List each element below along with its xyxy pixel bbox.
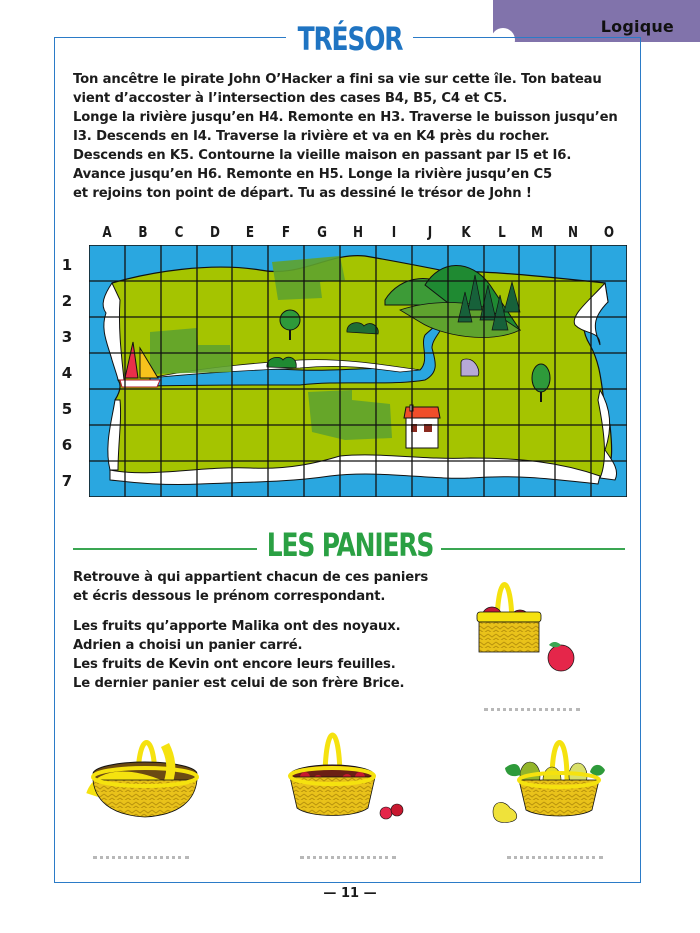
- col-label: N: [567, 223, 579, 241]
- page-number: — 11 —: [323, 886, 377, 901]
- row-label: 1: [61, 256, 73, 274]
- col-label: C: [174, 223, 184, 241]
- col-label: G: [317, 223, 327, 241]
- col-label: J: [427, 223, 433, 241]
- clue-line: Les fruits qu’apporte Malika ont des noyaux.: [73, 619, 401, 634]
- basket-apples: [477, 585, 574, 672]
- col-label: E: [245, 223, 255, 241]
- basket-bananas: [92, 743, 197, 818]
- row-label: 2: [61, 292, 73, 310]
- treasure-map: [89, 245, 627, 497]
- row-label: 5: [61, 400, 73, 418]
- intro-line: Retrouve à qui appartient chacun de ces paniers: [73, 570, 429, 585]
- col-label: M: [531, 223, 543, 241]
- instruction-line: I3. Descends en I4. Traverse la rivière et va en K4 près du rocher.: [73, 129, 550, 144]
- baskets-title: LES PANIERS: [266, 526, 434, 564]
- title-rule-right: [441, 548, 625, 550]
- instruction-line: Descends en K5. Contourne la vieille maison en passant par I5 et I6.: [73, 148, 572, 163]
- instruction-line: et rejoins ton point de départ. Tu as dessiné le trésor de John !: [73, 186, 532, 201]
- basket-pears: [493, 743, 605, 823]
- row-label: 3: [61, 328, 73, 346]
- col-label: F: [281, 223, 291, 241]
- row-label: 6: [61, 436, 73, 454]
- answer-line-apples[interactable]: [484, 708, 580, 711]
- col-label: I: [391, 223, 397, 241]
- col-label: O: [603, 223, 615, 241]
- treasure-title: TRÉSOR: [297, 20, 403, 58]
- baskets-clues: [73, 617, 404, 693]
- row-label: 7: [61, 472, 73, 490]
- col-label: K: [461, 223, 471, 241]
- col-label: H: [352, 223, 364, 241]
- instruction-line: vient d’accoster à l’intersection des cases B4, B5, C4 et C5.: [73, 91, 508, 106]
- section-tab-label: Logique: [600, 17, 674, 36]
- clue-line: Le dernier panier est celui de son frère Brice.: [73, 676, 405, 691]
- title-rule-left: [73, 548, 257, 550]
- house-icon: [404, 405, 440, 448]
- basket-cherries: [290, 735, 403, 819]
- col-label: L: [498, 223, 506, 241]
- col-label: A: [102, 223, 112, 241]
- answer-line-bananas[interactable]: [93, 856, 189, 859]
- clue-line: Adrien a choisi un panier carré.: [73, 638, 303, 653]
- clue-line: Les fruits de Kevin ont encore leurs feuilles.: [73, 657, 396, 672]
- answer-line-pears[interactable]: [507, 856, 603, 859]
- baskets-intro: [73, 568, 428, 606]
- row-label: 4: [61, 364, 73, 382]
- intro-line: et écris dessous le prénom correspondant.: [73, 589, 386, 604]
- instruction-line: Ton ancêtre le pirate John O’Hacker a fini sa vie sur cette île. Ton bateau: [73, 72, 602, 87]
- instruction-line: Longe la rivière jusqu’en H4. Remonte en H3. Traverse le buisson jusqu’en: [73, 110, 618, 125]
- instruction-line: Avance jusqu’en H6. Remonte en H5. Longe la rivière jusqu’en C5: [73, 167, 553, 182]
- col-label: B: [138, 223, 148, 241]
- answer-line-cherries[interactable]: [300, 856, 396, 859]
- col-label: D: [210, 223, 220, 241]
